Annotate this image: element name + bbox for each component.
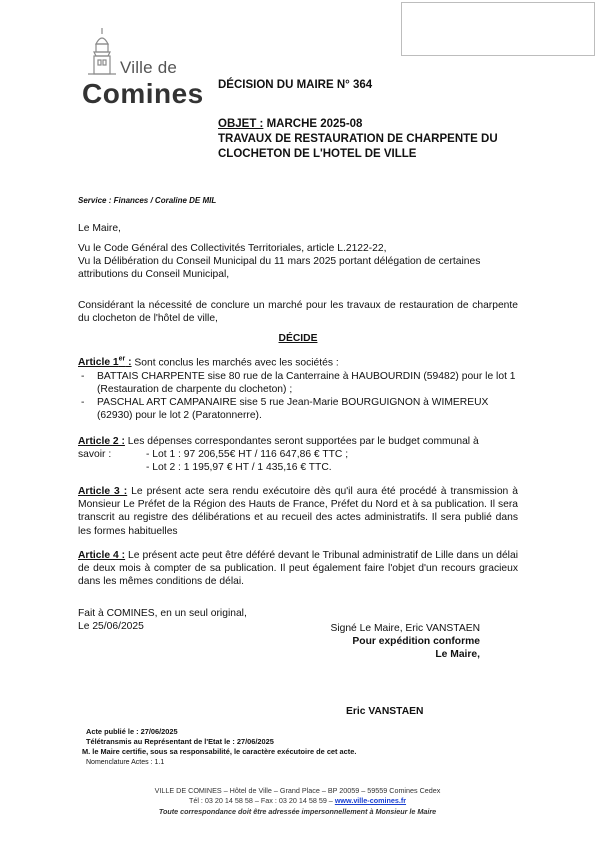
article-4-text: Le présent acte peut être déféré devant le Tribunal administratif de Lille dans un délai de deux mois à compter de sa publication. Il peut également faire l'objet d'un recours gracieux dans les mêmes conditions de délai. — [78, 550, 518, 588]
article-4 — [78, 549, 518, 589]
objet-line2: TRAVAUX DE RESTAURATION DE CHARPENTE DU — [218, 133, 498, 145]
vu-1: Vu le Code Général des Collectivités Territoriales, article L.2122-22, — [78, 243, 387, 254]
objet-label: OBJET : — [218, 118, 264, 130]
article-2-label: Article 2 : — [78, 436, 125, 447]
article-1-label: Article 1er : — [78, 356, 132, 369]
signature-right — [290, 622, 480, 662]
list-dash: - — [81, 370, 85, 382]
certifie: M. le Maire certifie, sous sa responsabilité, le caractère exécutoire de cet acte. — [82, 747, 357, 757]
service-line: Service : Finances / Coraline DE MIL — [78, 196, 217, 205]
footer-note: Toute correspondance doit être adressée impersonnellement à Monsieur le Maire — [158, 806, 437, 816]
article-3 — [78, 485, 518, 538]
footer-phone: Tél : 03 20 14 58 58 – Fax : 03 20 14 58 59 – — [188, 796, 335, 806]
signature-date: Le 25/06/2025 — [78, 621, 144, 633]
publication-meta — [82, 727, 357, 768]
footer — [0, 786, 595, 817]
objet-line3: CLOCHETON DE L'HOTEL DE VILLE — [218, 148, 417, 160]
article-1-text: Sont conclus les marchés avec les sociétés : — [131, 357, 339, 369]
nomenclature: Nomenclature Actes : 1.1 — [86, 758, 165, 766]
article-3-label: Article 3 : — [78, 486, 128, 497]
fait-a: Fait à COMINES, en un seul original, — [78, 608, 247, 619]
logo — [82, 26, 204, 109]
logo-ville-text: Ville de — [120, 58, 178, 77]
footer-address: VILLE DE COMINES – Hôtel de Ville – Grand Place – BP 20059 – 59559 Comines Cedex — [154, 786, 441, 795]
signature-left — [78, 607, 247, 633]
le-maire-intro: Le Maire, — [78, 223, 121, 234]
logo-comines-text: Comines — [82, 78, 204, 109]
article-3-text: Le présent acte sera rendu exécutoire dès qu'il aura été procédé à transmission à Monsieur Le Préfet de la Région des Hauts de France, Préfet du Nord et à sa publication. Il sera transcrit au registre des délibérations et au recueil des actes administratifs. Il sera publié dans les formes habituelles — [78, 486, 518, 537]
vu-2: Vu la Délibération du Conseil Municipal du 11 mars 2025 portant délégation de certaines attributions du Conseil Municipal, — [78, 256, 481, 281]
acte-publie: Acte publié le : 27/06/2025 — [86, 727, 178, 736]
article-2-text: Les dépenses correspondantes seront supportées par le budget communal à — [124, 436, 479, 447]
article-2-lot-1: - Lot 1 : 97 206,55€ HT / 116 647,86 € TTC ; — [146, 449, 349, 461]
article-1-item-2: PASCHAL ART CAMPANAIRE sise 5 rue Jean-Marie BOURGUIGNON à WIMEREUX (62930) pour le lot 2 (Paratonnerre). — [97, 397, 489, 422]
article-4-label: Article 4 : — [78, 550, 126, 561]
teletransmis: Télétransmis au Représentant de l'Etat le : 27/06/2025 — [86, 737, 274, 747]
signe-le-maire: Signé Le Maire, Eric VANSTAEN — [330, 623, 480, 634]
objet-line1: MARCHE 2025-08 — [263, 118, 363, 130]
stamp-box — [401, 2, 595, 56]
article-1 — [78, 353, 518, 422]
belfry-icon — [82, 26, 122, 76]
article-2 — [78, 435, 518, 475]
decide-heading: DÉCIDE — [278, 333, 318, 344]
le-maire-sign: Le Maire, — [435, 649, 480, 661]
footer-website-link[interactable]: www.ville-comines.fr — [334, 796, 407, 806]
decision-title: DÉCISION DU MAIRE N° 364 — [218, 79, 373, 91]
list-item — [78, 396, 518, 422]
signatory-name: Eric VANSTAEN — [346, 706, 424, 717]
list-item — [78, 370, 518, 396]
list-dash: - — [81, 397, 85, 409]
considerant: Considérant la nécessité de conclure un marché pour les travaux de restauration de charpente du clocheton de l'hôtel de ville, — [78, 300, 518, 325]
article-2-savoir: savoir : — [78, 449, 112, 461]
pour-expedition: Pour expédition conforme — [352, 636, 480, 648]
objet-block — [218, 117, 548, 162]
article-1-item-1: BATTAIS CHARPENTE sise 80 rue de la Canterraine à HAUBOURDIN (59482) pour le lot 1 (Restauration de charpente du clocheton) ; — [97, 370, 516, 395]
article-2-lot-2: - Lot 2 : 1 195,97 € HT / 1 435,16 € TTC. — [146, 462, 332, 474]
